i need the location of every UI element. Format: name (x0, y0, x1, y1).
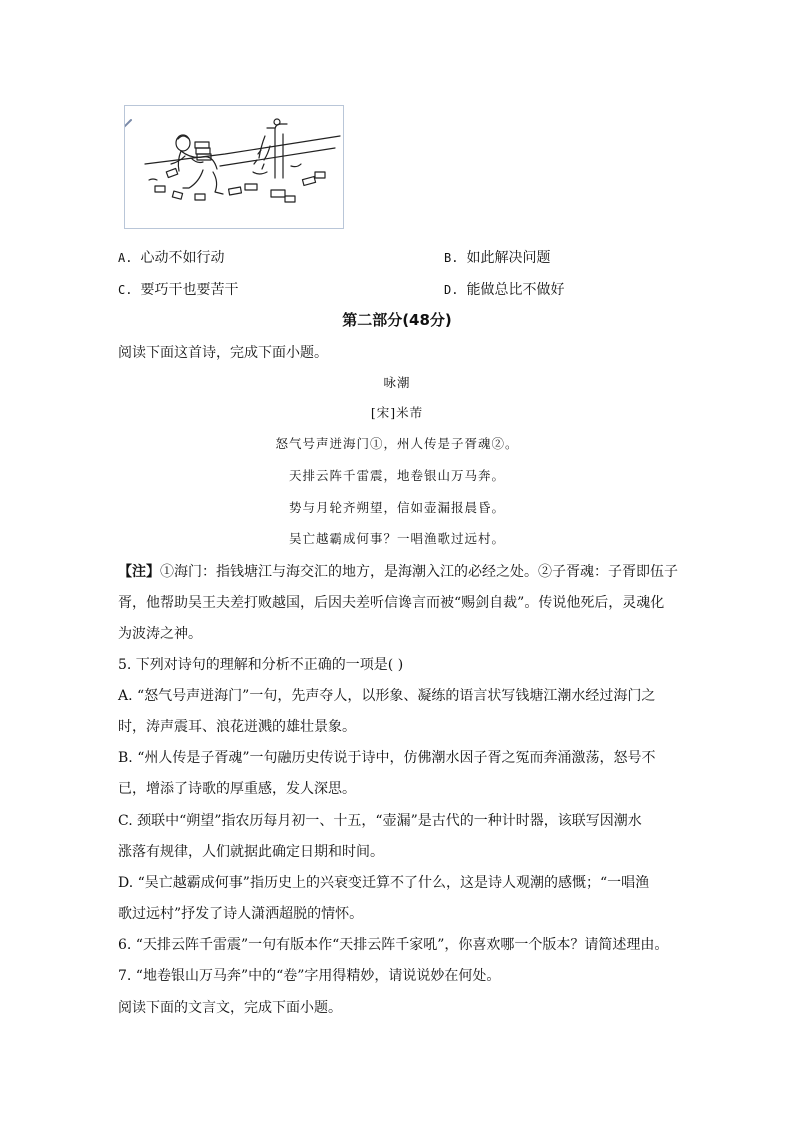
poem-line-2: 天排云阵千雷震，地卷银山万马奔。 (288, 468, 505, 483)
option-d-text: 能做总比不做好 (466, 282, 565, 298)
poem-author: [宋]米芾 (370, 405, 424, 420)
q5-choice-d-line-1: D. “吴亡越霸成何事”指历史上的兴衰变迁算不了什么，这是诗人观潮的感慨；“一唱渔 (118, 875, 650, 891)
option-b-key: B. (444, 251, 459, 265)
section-title: 第二部分(48分) (342, 311, 452, 329)
poem-line-1: 怒气号声迸海门①，州人传是子胥魂②。 (275, 436, 519, 451)
poem-line-3: 势与月轮齐朔望，信如壶漏报晨昏。 (288, 500, 505, 515)
note-head: 【注】 (118, 564, 160, 580)
option-d-key: D. (444, 283, 459, 297)
q5-choice-b-line-2: 已，增添了诗歌的厚重感，发人深思。 (118, 781, 356, 797)
option-b-text: 如此解决问题 (466, 250, 551, 266)
q5-choice-c-line-2: 涨落有规律，人们就据此确定日期和时间。 (118, 844, 384, 860)
option-c-text: 要巧干也要苦干 (140, 282, 239, 298)
cartoon-image (124, 105, 344, 229)
poem-line-4: 吴亡越霸成何事？一唱渔歌过远村。 (288, 531, 505, 546)
q5-choice-c-line-1: C. 颈联中“朔望”指农历每月初一、十五，“壶漏”是古代的一种计时器，该联写因潮水 (118, 813, 642, 829)
q5-stem: 5. 下列对诗句的理解和分析不正确的一项是( ) (118, 657, 404, 673)
instruction-classical: 阅读下面的文言文，完成下面小题。 (118, 1000, 342, 1016)
q5-choice-a-line-1: A. “怒气号声迸海门”一句，先声夺人，以形象、凝练的语言状写钱塘江潮水经过海门之 (118, 688, 656, 704)
option-a (118, 248, 224, 268)
option-a-key: A. (118, 251, 133, 265)
q5-choice-d-line-2: 歌过远村”抒发了诗人潇洒超脱的情怀。 (118, 906, 364, 922)
q6: 6. “天排云阵千雷震”一句有版本作“天排云阵千家吼”，你喜欢哪一个版本？请简述理由。 (118, 937, 669, 953)
note-line-3: 为波涛之神。 (118, 626, 202, 642)
q5-choice-b-line-1: B. “州人传是子胥魂”一句融历史传说于诗中，仿佛潮水因子胥之冤而奔涌激荡，怒号不 (118, 750, 656, 766)
note-line-2: 胥，他帮助吴王夫差打败越国，后因夫差听信谗言而被“赐剑自裁”。传说他死后，灵魂化 (118, 595, 665, 611)
note-text-1: ①海门：指钱塘江与海交汇的地方，是海潮入江的必经之处。②子胥魂：子胥即伍子 (160, 564, 678, 580)
option-a-text: 心动不如行动 (140, 250, 225, 266)
note-line-1 (118, 562, 678, 582)
option-b (444, 248, 550, 268)
option-d (444, 280, 564, 300)
cartoon-drawing (125, 106, 343, 228)
instruction-poem: 阅读下面这首诗，完成下面小题。 (118, 345, 328, 361)
option-c-key: C. (118, 283, 133, 297)
option-c (118, 280, 238, 300)
poem-title: 咏潮 (383, 375, 411, 390)
q5-choice-a-line-2: 时，涛声震耳、浪花迸溅的雄壮景象。 (118, 719, 356, 735)
q7: 7. “地卷银山万马奔”中的“卷”字用得精妙，请说说妙在何处。 (118, 968, 501, 984)
